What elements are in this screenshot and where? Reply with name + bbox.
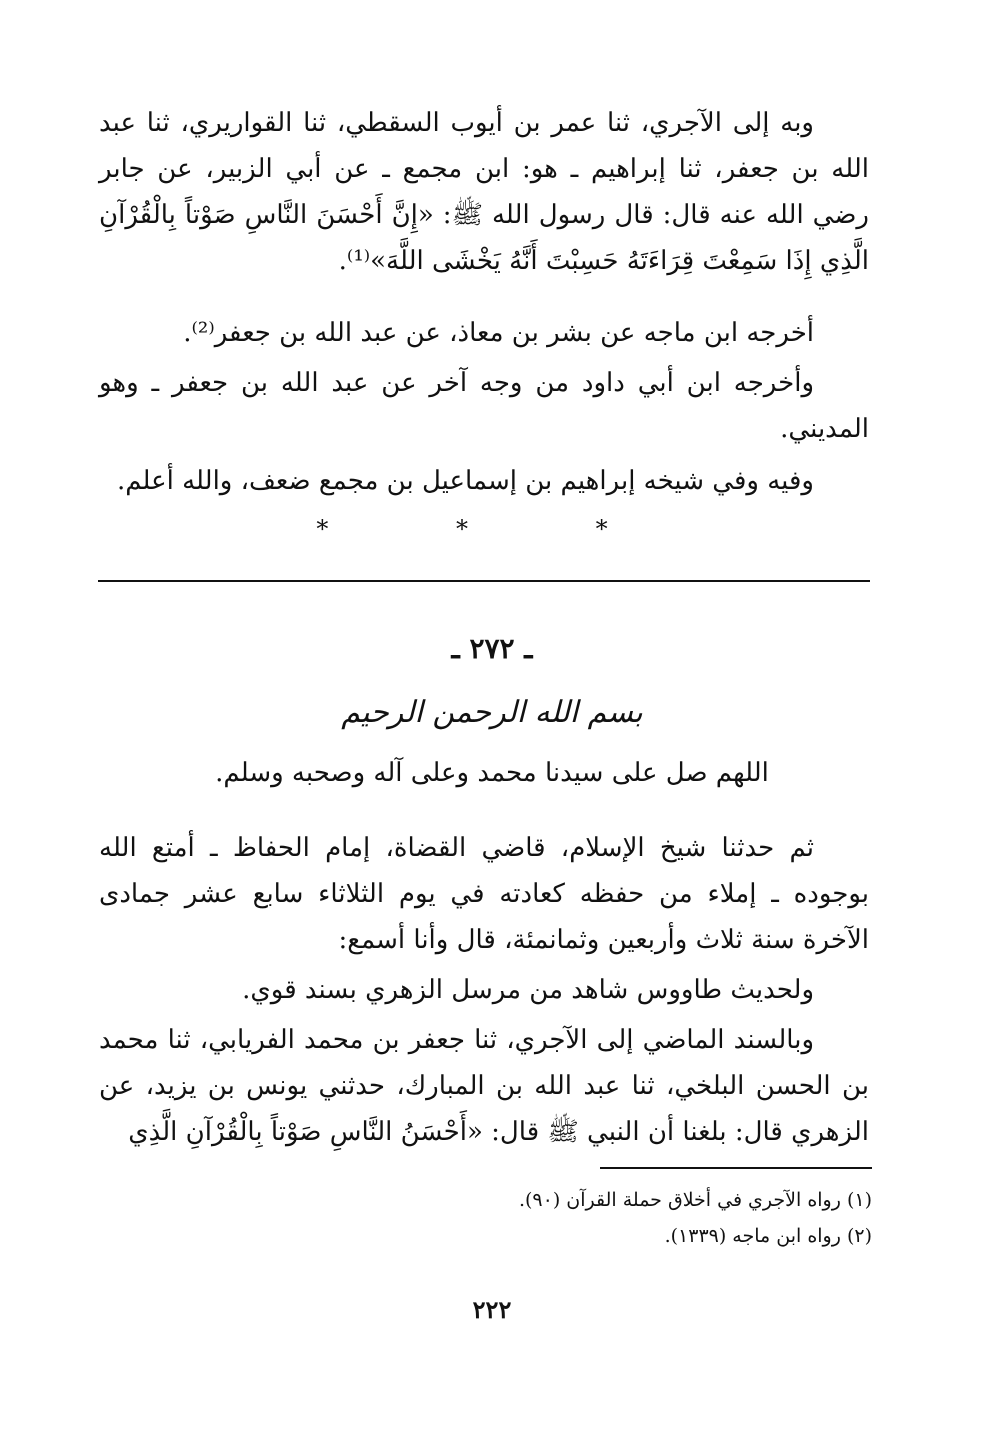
footnote-2: (٢) رواه ابن ماجه (١٣٣٩). [664, 1225, 872, 1247]
salutation-line: اللهم صل على سيدنا محمد وعلى آله وصحبه وسلم. [215, 758, 769, 788]
basmala-heading: بسم الله الرحمن الرحيم [341, 695, 643, 730]
paragraph-hadith-jabir: وبه إلى الآجري، ثنا عمر بن أيوب السقطي، ثنا القواريري، ثنا عبد الله بن جعفر، ثنا إبراهيم ـ هو: ابن مجمع ـ عن أبي الزبير، عن جابر رضي الله عنه قال: قال رسول الله ﷺ: «إِنَّ أَحْسَنَ النَّاسِ صَوْتاً بِالْقُرْآنِ الَّذِي إِذَا سَمِعْتَ قِرَاءَتَهُ حَسِبْتَ أَنَّهُ يَخْشَى اللَّهَ»⁽¹⁾. [99, 108, 869, 276]
paragraph-ibn-majah: أخرجه ابن ماجه عن بشر بن معاذ، عن عبد الله بن جعفر⁽²⁾. [183, 318, 814, 348]
chapter-number: ـ ٢٧٢ ـ [451, 632, 533, 665]
footnote-1: (١) رواه الآجري في أخلاق حملة القرآن (٩٠). [518, 1189, 872, 1211]
paragraph-zuhri-hadith: وبالسند الماضي إلى الآجري، ثنا جعفر بن محمد الفريابي، ثنا محمد بن الحسن البلخي، ثنا عبد الله بن المبارك، حدثني يونس بن يزيد، عن الزهري قال: بلغنا أن النبي ﷺ قال: «أَحْسَنُ النَّاسِ صَوْتاً بِالْقُرْآنِ الَّذِي [99, 1025, 869, 1147]
horizontal-rule [98, 580, 870, 582]
paragraph-dictation: ثم حدثنا شيخ الإسلام، قاضي القضاة، إمام الحفاظ ـ أمتع الله بوجوده ـ إملاء من حفظه كعادته في يوم الثلاثاء سابع عشر جمادى الآخرة سنة ثلاث وأربعين وثمانمئة، قال وأنا أسمع: [99, 833, 869, 955]
paragraph-weakness-note: وفيه وفي شيخه إبراهيم بن إسماعيل بن مجمع ضعف، والله أعلم. [116, 466, 814, 496]
paragraph-tawus-witness: ولحديث طاووس شاهد من مرسل الزهري بسند قوي. [242, 975, 814, 1005]
footnote-rule [600, 1167, 872, 1169]
page-number: ٢٢٢ [472, 1295, 512, 1324]
paragraph-ibn-abi-dawud: وأخرجه ابن أبي داود من وجه آخر عن عبد الله بن جعفر ـ وهو المديني. [99, 368, 869, 444]
section-separator: * * * [316, 515, 668, 543]
